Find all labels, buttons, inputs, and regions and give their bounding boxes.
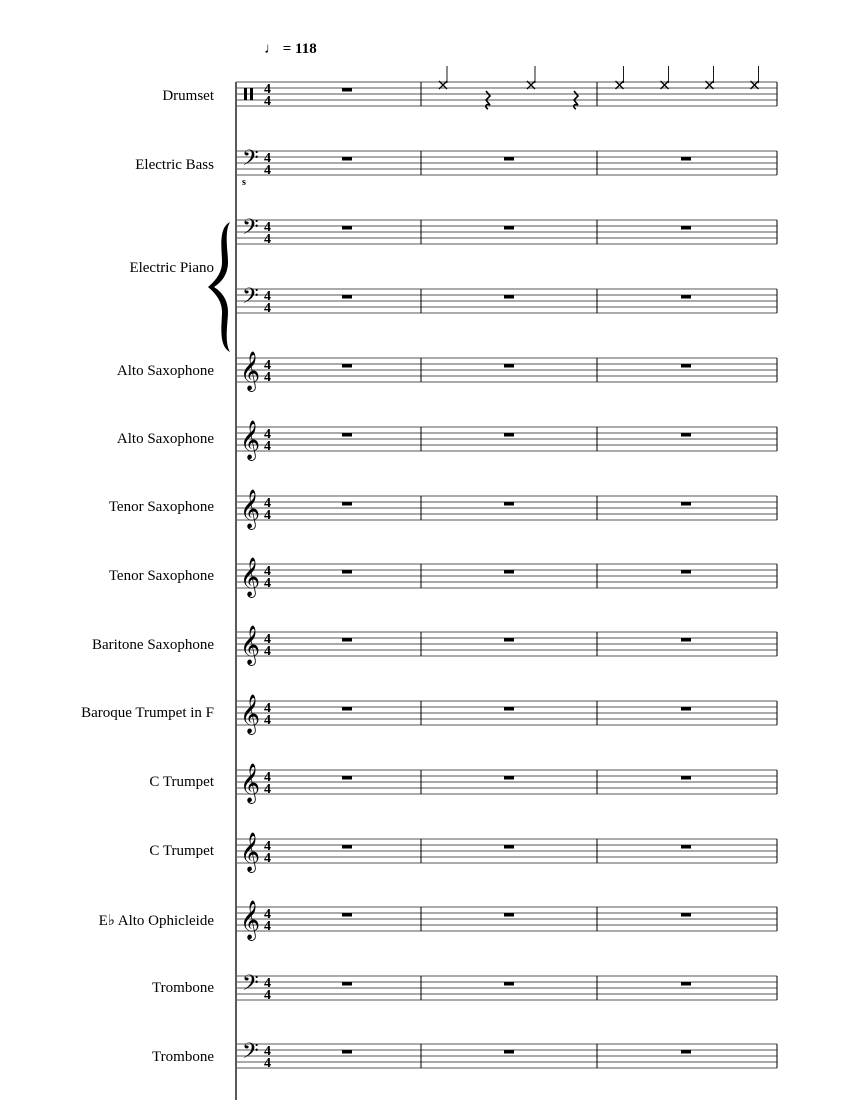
whole-rest xyxy=(342,638,352,642)
whole-rest xyxy=(342,88,352,92)
whole-rest xyxy=(342,776,352,780)
treble-clef-icon: 𝄞 xyxy=(240,694,261,734)
whole-rest xyxy=(342,570,352,574)
time-signature-numerator: 4 xyxy=(264,839,271,854)
instrument-label-alto-sax-2: Alto Saxophone xyxy=(116,431,214,447)
treble-clef-icon: 𝄞 xyxy=(240,832,261,872)
instrument-label-c-trumpet-1: C Trumpet xyxy=(149,774,214,790)
time-signature-denominator: 4 xyxy=(264,439,271,454)
whole-rest xyxy=(681,295,691,299)
whole-rest xyxy=(681,433,691,437)
whole-rest xyxy=(342,157,352,161)
piano-brace xyxy=(208,222,230,352)
whole-rest xyxy=(504,776,514,780)
quarter-note-icon: ♩ xyxy=(264,41,279,57)
instrument-label-alto-ophicleide: E♭ Alto Ophicleide xyxy=(98,913,214,929)
whole-rest xyxy=(342,913,352,917)
time-signature-numerator: 4 xyxy=(264,82,271,97)
instrument-label-tenor-sax-2: Tenor Saxophone xyxy=(108,568,214,584)
whole-rest xyxy=(504,982,514,986)
percussion-clef-icon xyxy=(244,88,247,100)
tempo-value: = 118 xyxy=(282,41,317,57)
time-signature-denominator: 4 xyxy=(264,851,271,866)
time-signature-numerator: 4 xyxy=(264,770,271,785)
time-signature-numerator: 4 xyxy=(264,907,271,922)
treble-clef-icon: 𝄞 xyxy=(240,557,261,597)
instrument-label-drumset: Drumset xyxy=(162,88,214,104)
instrument-label-trombone-2: Trombone xyxy=(152,1049,214,1065)
time-signature-numerator: 4 xyxy=(264,1044,271,1059)
time-signature-numerator: 4 xyxy=(264,151,271,166)
whole-rest xyxy=(342,502,352,506)
time-signature-numerator: 4 xyxy=(264,564,271,579)
bass-clef-icon: 𝄢 xyxy=(242,284,259,314)
whole-rest xyxy=(504,295,514,299)
whole-rest xyxy=(681,1050,691,1054)
time-signature-numerator: 4 xyxy=(264,496,271,511)
whole-rest xyxy=(681,364,691,368)
whole-rest xyxy=(681,638,691,642)
time-signature-denominator: 4 xyxy=(264,713,271,728)
whole-rest xyxy=(681,502,691,506)
time-signature-numerator: 4 xyxy=(264,632,271,647)
whole-rest xyxy=(342,295,352,299)
whole-rest xyxy=(504,226,514,230)
time-signature-numerator: 4 xyxy=(264,358,271,373)
bass-clef-icon: 𝄢 xyxy=(242,146,259,176)
whole-rest xyxy=(681,776,691,780)
time-signature-denominator: 4 xyxy=(264,644,271,659)
whole-rest xyxy=(504,845,514,849)
whole-rest xyxy=(342,226,352,230)
instrument-label-baroque-trumpet: Baroque Trumpet in F xyxy=(81,705,214,721)
instrument-label-electric-bass: Electric Bass xyxy=(135,157,214,173)
whole-rest xyxy=(342,364,352,368)
treble-clef-icon: 𝄞 xyxy=(240,489,261,529)
whole-rest xyxy=(504,364,514,368)
whole-rest xyxy=(504,1050,514,1054)
whole-rest xyxy=(681,982,691,986)
whole-rest xyxy=(504,707,514,711)
whole-rest xyxy=(681,570,691,574)
whole-rest xyxy=(504,157,514,161)
treble-clef-icon: 𝄞 xyxy=(240,420,261,460)
whole-rest xyxy=(681,707,691,711)
time-signature-numerator: 4 xyxy=(264,289,271,304)
time-signature-denominator: 4 xyxy=(264,1056,271,1071)
time-signature-denominator: 4 xyxy=(264,163,271,178)
instrument-label-c-trumpet-2: C Trumpet xyxy=(149,843,214,859)
time-signature-denominator: 4 xyxy=(264,94,271,109)
whole-rest xyxy=(342,982,352,986)
time-signature-numerator: 4 xyxy=(264,701,271,716)
whole-rest xyxy=(504,638,514,642)
treble-clef-icon: 𝄞 xyxy=(240,625,261,665)
whole-rest xyxy=(342,707,352,711)
whole-rest xyxy=(504,570,514,574)
time-signature-denominator: 4 xyxy=(264,988,271,1003)
whole-rest xyxy=(681,913,691,917)
treble-clef-icon: 𝄞 xyxy=(240,900,261,940)
time-signature-denominator: 4 xyxy=(264,508,271,523)
clef-sub-label: s xyxy=(242,177,246,188)
time-signature-denominator: 4 xyxy=(264,301,271,316)
instrument-label-electric-piano: Electric Piano xyxy=(129,260,214,276)
time-signature-numerator: 4 xyxy=(264,976,271,991)
whole-rest xyxy=(504,502,514,506)
time-signature-denominator: 4 xyxy=(264,232,271,247)
bass-clef-icon: 𝄢 xyxy=(242,1039,259,1069)
instrument-label-baritone-sax: Baritone Saxophone xyxy=(91,637,214,653)
whole-rest xyxy=(342,1050,352,1054)
time-signature-denominator: 4 xyxy=(264,370,271,385)
time-signature-numerator: 4 xyxy=(264,427,271,442)
time-signature-denominator: 4 xyxy=(264,782,271,797)
instrument-label-tenor-sax-1: Tenor Saxophone xyxy=(108,499,214,515)
time-signature-numerator: 4 xyxy=(264,220,271,235)
treble-clef-icon: 𝄞 xyxy=(240,351,261,391)
time-signature-denominator: 4 xyxy=(264,919,271,934)
whole-rest xyxy=(681,157,691,161)
percussion-clef-icon xyxy=(250,88,253,100)
time-signature-denominator: 4 xyxy=(264,576,271,591)
whole-rest xyxy=(342,845,352,849)
instrument-label-trombone-1: Trombone xyxy=(152,980,214,996)
whole-rest xyxy=(504,913,514,917)
bass-clef-icon: 𝄢 xyxy=(242,215,259,245)
whole-rest xyxy=(504,433,514,437)
bass-clef-icon: 𝄢 xyxy=(242,971,259,1001)
whole-rest xyxy=(681,845,691,849)
instrument-label-alto-sax-1: Alto Saxophone xyxy=(116,363,214,379)
treble-clef-icon: 𝄞 xyxy=(240,763,261,803)
whole-rest xyxy=(342,433,352,437)
whole-rest xyxy=(681,226,691,230)
